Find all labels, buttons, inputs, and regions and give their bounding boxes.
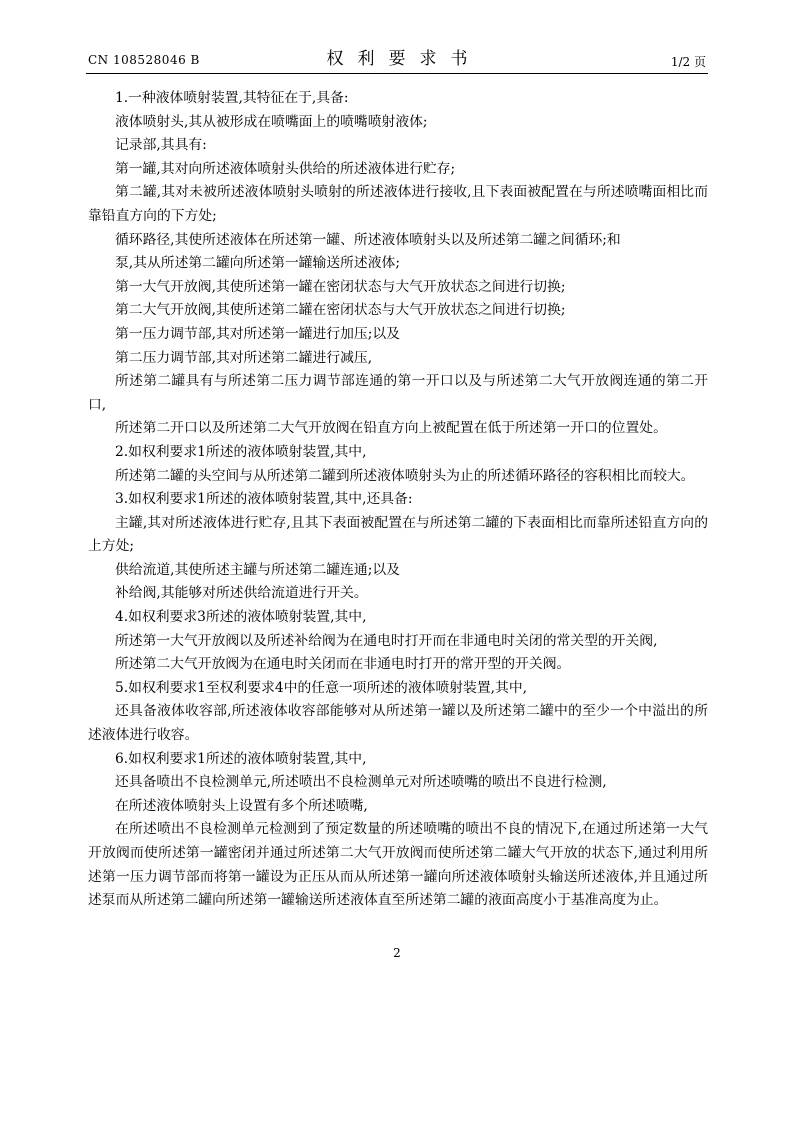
claim-paragraph: 3.如权利要求1所述的液体喷射装置,其中,还具备: (115, 491, 413, 508)
claim-paragraph: 第二压力调节部,其对所述第二罐进行减压, (115, 349, 373, 366)
claim-paragraph: 第二大气开放阀,其使所述第二罐在密闭状态与大气开放状态之间进行切换; (115, 302, 566, 319)
claim-paragraph: 第二罐,其对未被所述液体喷射头喷射的所述液体进行接收,且下表面被配置在与所述喷嘴面相比而靠铅直方向的下方处; (88, 184, 708, 224)
claim-paragraph: 第一大气开放阀,其使所述第一罐在密闭状态与大气开放状态之间进行切换; (115, 278, 566, 295)
claims-body (88, 87, 708, 913)
claim-paragraph: 供给流道,其使所述主罐与所述第二罐连通;以及 (115, 561, 400, 578)
claim-paragraph: 5.如权利要求1至权利要求4中的任意一项所述的液体喷射装置,其中, (115, 679, 528, 696)
claim-paragraph: 循环路径,其使所述液体在所述第一罐、所述液体喷射头以及所述第二罐之间循环;和 (115, 231, 621, 248)
claim-paragraph: 液体喷射头,其从被形成在喷嘴面上的喷嘴喷射液体; (115, 113, 428, 130)
claim-paragraph: 在所述液体喷射头上设置有多个所述喷嘴, (115, 797, 368, 814)
claim-paragraph: 6.如权利要求1所述的液体喷射装置,其中, (115, 750, 367, 767)
claim-paragraph: 还具备喷出不良检测单元,所述喷出不良检测单元对所述喷嘴的喷出不良进行检测, (115, 774, 607, 791)
claim-paragraph: 所述第二大气开放阀为在通电时关闭而在非通电时打开的常开型的开关阀。 (115, 656, 571, 673)
claim-paragraph: 1.一种液体喷射装置,其特征在于,具备: (115, 90, 349, 106)
claim-paragraph: 所述第二罐具有与所述第二压力调节部连通的第一开口以及与所述第二大气开放阀连通的第二开口, (88, 373, 708, 413)
header-rule (86, 73, 708, 74)
page-header (0, 0, 794, 80)
claim-paragraph: 2.如权利要求1所述的液体喷射装置,其中, (115, 443, 367, 460)
claim-paragraph: 主罐,其对所述液体进行贮存,且其下表面被配置在与所述第二罐的下表面相比而靠所述铅直方向的上方处; (88, 514, 708, 555)
page-number: 2 (393, 946, 401, 960)
claim-paragraph: 在所述喷出不良检测单元检测到了预定数量的所述喷嘴的喷出不良的情况下,在通过所述第一大气开放阀而使所述第一罐密闭并通过所述第二大气开放阀而使所述第二罐大气开放的状态下,通过利用所述第一压力调节部而将第一罐设为正压从而从所述第一罐向所述液体喷射头输送所述液体,并且通过所述泵而从所述第二罐向所述第一罐输送所述液体直至所述第二罐的液面高度小于基准高度为止。 (88, 821, 708, 909)
claim-paragraph: 泵,其从所述第二罐向所述第一罐输送所述液体; (115, 255, 400, 272)
claim-paragraph: 4.如权利要求3所述的液体喷射装置,其中, (115, 609, 367, 626)
claim-paragraph: 所述第二罐的头空间与从所述第二罐到所述液体喷射头为止的所述循环路径的容积相比而较大。 (115, 467, 695, 484)
claim-paragraph: 所述第二开口以及所述第二大气开放阀在铅直方向上被配置在低于所述第一开口的位置处。 (115, 420, 667, 437)
claim-paragraph: 第一压力调节部,其对所述第一罐进行加压;以及 (115, 325, 400, 342)
page-indicator: 1/2 页 (670, 55, 706, 69)
claim-paragraph: 第一罐,其对向所述液体喷射头供给的所述液体进行贮存; (115, 160, 456, 177)
claim-paragraph: 还具备液体收容部,所述液体收容部能够对从所述第一罐以及所述第二罐中的至少一个中溢出的所述液体进行收容。 (88, 703, 708, 744)
claim-paragraph: 所述第一大气开放阀以及所述补给阀为在通电时打开而在非通电时关闭的常关型的开关阀, (115, 632, 658, 649)
claim-paragraph: 记录部,其具有: (115, 137, 207, 154)
publication-number: CN 108528046 B (88, 53, 200, 67)
claim-paragraph: 补给阀,其能够对所述供给流道进行开关。 (115, 585, 368, 602)
document-title: 权利要求书 (326, 49, 482, 69)
